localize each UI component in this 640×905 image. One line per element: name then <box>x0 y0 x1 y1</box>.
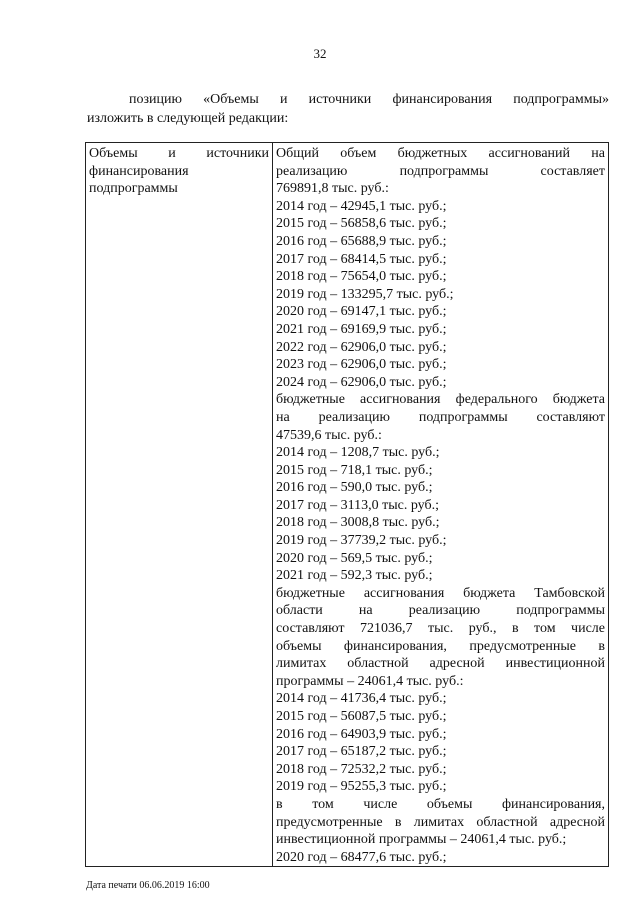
value-line: 2024 год – 62906,0 тыс. руб.; <box>276 374 447 390</box>
value-line: 769891,8 тыс. руб.: <box>276 181 389 197</box>
value-line: в том числе объемы финансирования, <box>276 796 605 812</box>
value-text <box>276 145 605 866</box>
value-line: инвестиционной программы – 24061,4 тыс. руб.; <box>276 832 567 848</box>
label-text <box>89 145 269 198</box>
value-line: 2016 год – 590,0 тыс. руб.; <box>276 480 433 496</box>
value-line: 2015 год – 56087,5 тыс. руб.; <box>276 709 447 724</box>
value-line: 2017 год – 68414,5 тыс. руб.; <box>276 251 447 267</box>
value-line: 47539,6 тыс. руб.: <box>276 427 382 443</box>
value-line: области на реализацию подпрограммы <box>276 603 605 619</box>
print-date: Дата печати 06.06.2019 16:00 <box>86 880 210 891</box>
value-line: 2023 год – 62906,0 тыс. руб.; <box>276 357 447 373</box>
value-line: бюджетные ассигнования федерального бюджета <box>276 392 605 408</box>
value-line: 2019 год – 133295,7 тыс. руб.; <box>276 286 454 302</box>
label-line: финансирования <box>89 163 189 179</box>
value-line: реализацию подпрограммы составляет <box>276 163 605 179</box>
value-line: 2018 год – 72532,2 тыс. руб.; <box>276 761 447 777</box>
value-line: программы – 24061,4 тыс. руб.: <box>276 673 464 689</box>
value-line: 2021 год – 69169,9 тыс. руб.; <box>276 321 447 337</box>
value-line: Общий объем бюджетных ассигнований на <box>276 146 605 161</box>
value-line: 2016 год – 64903,9 тыс. руб.; <box>276 726 447 742</box>
value-line: составляют 721036,7 тыс. руб., в том числе <box>276 621 605 637</box>
value-line: 2015 год – 718,1 тыс. руб.; <box>276 462 433 478</box>
value-line: 2022 год – 62906,0 тыс. руб.; <box>276 339 447 355</box>
value-line: 2020 год – 69147,1 тыс. руб.; <box>276 304 447 320</box>
value-line: на реализацию подпрограммы составляют <box>276 409 605 425</box>
value-line: лимитах областной адресной инвестиционной <box>276 656 605 672</box>
value-line: 2014 год – 41736,4 тыс. руб.; <box>276 691 447 707</box>
intro-paragraph <box>87 90 609 128</box>
label-line: Объемы и источники <box>89 146 269 161</box>
intro-line-1: позицию «Объемы и источники финансирования подпрограммы» <box>129 92 609 107</box>
value-line: 2016 год – 65688,9 тыс. руб.; <box>276 233 447 249</box>
table-row <box>86 143 609 867</box>
value-line: 2014 год – 42945,1 тыс. руб.; <box>276 198 447 214</box>
value-line: 2019 год – 37739,2 тыс. руб.; <box>276 533 447 549</box>
value-line: 2017 год – 3113,0 тыс. руб.; <box>276 497 439 513</box>
value-line: 2021 год – 592,3 тыс. руб.; <box>276 568 433 584</box>
value-line: 2020 год – 68477,6 тыс. руб.; <box>276 849 447 865</box>
value-line: 2015 год – 56858,6 тыс. руб.; <box>276 216 447 232</box>
value-line: 2017 год – 65187,2 тыс. руб.; <box>276 744 447 760</box>
page-number: 32 <box>313 46 327 61</box>
value-line: предусмотренные в лимитах областной адресной <box>276 814 605 830</box>
value-line: 2018 год – 75654,0 тыс. руб.; <box>276 269 447 285</box>
intro-line-2: изложить в следующей редакции: <box>87 111 289 126</box>
value-line: бюджетные ассигнования бюджета Тамбовской <box>276 585 605 601</box>
table-cell-value <box>273 143 609 867</box>
value-line: 2018 год – 3008,8 тыс. руб.; <box>276 515 440 531</box>
table-cell-label <box>86 143 273 867</box>
value-line: 2019 год – 95255,3 тыс. руб.; <box>276 779 447 795</box>
financing-table <box>85 142 609 867</box>
label-line: подпрограммы <box>89 181 178 197</box>
value-line: 2020 год – 569,5 тыс. руб.; <box>276 550 433 566</box>
value-line: 2014 год – 1208,7 тыс. руб.; <box>276 445 440 461</box>
value-line: объемы финансирования, предусмотренные в <box>276 638 605 654</box>
